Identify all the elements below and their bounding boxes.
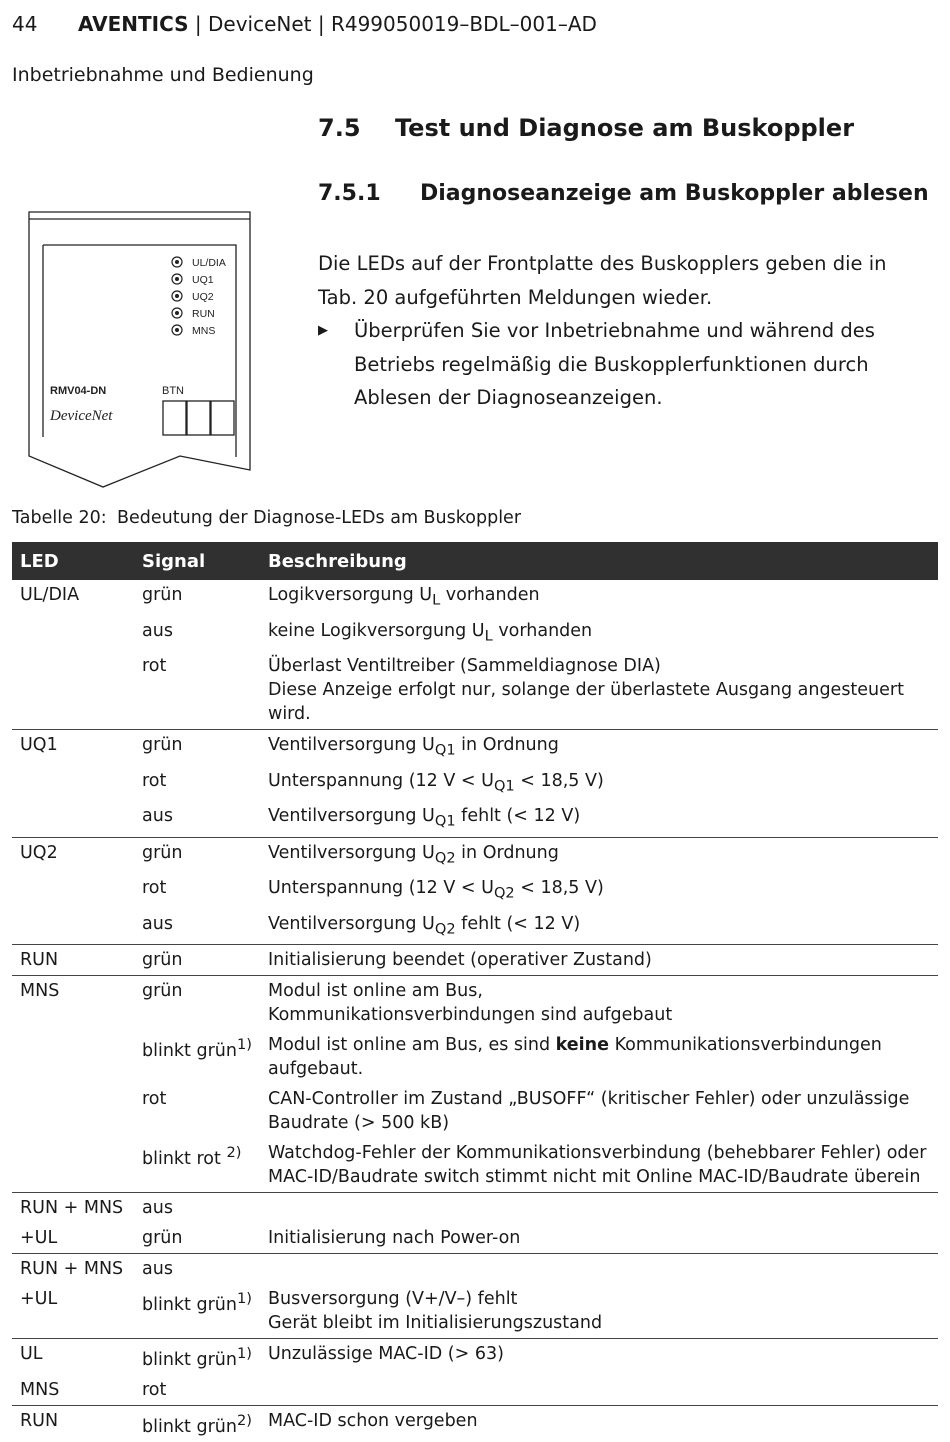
cell-signal: aus: [142, 806, 173, 826]
brand-name: AVENTICS: [78, 12, 189, 36]
cell-signal: aus: [142, 913, 173, 934]
table-row: [12, 1223, 938, 1254]
cell-description: Unzulässige MAC-ID (> 63): [260, 1339, 938, 1375]
cell-description: Überlast Ventiltreiber (Sammeldiagnose DIA) Diese Anzeige erfolgt nur, solange der überlastete Ausgang angesteuert wird.: [268, 656, 904, 724]
led-label-uldia: UL/DIA: [192, 257, 226, 269]
cell-led: [12, 1030, 134, 1084]
cell-led: [12, 1138, 134, 1193]
cell-signal: blinkt grün$^{1)}$: [142, 1290, 252, 1315]
heading-text: Diagnoseanzeige am Buskoppler ablesen: [420, 181, 929, 206]
table-caption: [12, 508, 521, 528]
document-id: | DeviceNet | R499050019–BDL–001–AD: [188, 12, 597, 36]
cell-description: Busversorgung (V+/V–) fehlt Gerät bleibt im Initialisierungszustand: [268, 1289, 603, 1333]
footnote-ref: 1): [236, 1036, 252, 1053]
led-label-run: RUN: [192, 308, 215, 320]
cell-signal: grün: [134, 837, 260, 873]
table-row: [12, 976, 938, 1031]
cell-led: [12, 616, 134, 652]
table-header-row: [12, 542, 938, 580]
cell-led: MNS: [12, 976, 134, 1031]
cell-signal: rot: [142, 656, 167, 676]
cell-signal: grün: [134, 945, 260, 976]
cell-description: Logikversorgung $U_L$ vorhanden: [268, 585, 540, 609]
table-row: [12, 616, 938, 652]
caption-text: Bedeutung der Diagnose-LEDs am Buskoppler: [117, 508, 522, 528]
led-run-icon: [172, 308, 182, 318]
led-label-uq2: UQ2: [192, 291, 214, 303]
cell-description: keine Logikversorgung $U_L$ vorhanden: [268, 620, 593, 644]
cell-led: MNS: [20, 1379, 60, 1400]
led-mns-icon: [172, 325, 182, 335]
cell-description: [260, 1193, 938, 1224]
led-indicators: [172, 257, 182, 335]
bullet-arrow-icon: ▶: [318, 323, 328, 338]
cell-signal: blinkt grün$^{1)}$: [142, 1036, 252, 1061]
cell-led: [12, 651, 134, 730]
cell-led: [12, 909, 134, 945]
heading-7-5: [318, 114, 854, 142]
cell-description: MAC-ID schon vergeben: [260, 1405, 938, 1441]
table-row: [12, 1084, 938, 1138]
table-row: [12, 1030, 938, 1084]
footnote-ref: 2): [226, 1144, 242, 1161]
diagnosis-led-table: [12, 542, 938, 1442]
cell-signal: blinkt grün$^{2)}$: [134, 1405, 260, 1441]
button-label: BTN: [162, 385, 184, 397]
table-row: [12, 837, 938, 873]
table-row: [12, 1405, 938, 1441]
table-row: [12, 801, 938, 837]
cell-signal: aus: [134, 1193, 260, 1224]
cell-description: [260, 1254, 938, 1285]
heading-text: Test und Diagnose am Buskoppler: [395, 114, 855, 142]
cell-description: Initialisierung beendet (operativer Zustand): [260, 945, 938, 976]
devicenet-logo: DeviceNet: [50, 408, 113, 424]
cell-description: Ventilversorgung $U_{Q1}$ in Ordnung: [260, 730, 938, 766]
table-row: [12, 1284, 938, 1339]
cell-description: Modul ist online am Bus, Kommunikationsverbindungen sind aufgebaut: [260, 976, 938, 1031]
cell-signal: rot: [142, 770, 167, 791]
page-header: [12, 12, 597, 36]
header-signal: Signal: [134, 542, 260, 580]
led-label-uq1: UQ1: [192, 274, 214, 286]
table-row: [12, 873, 938, 909]
table-row: [12, 1254, 938, 1285]
cell-description: Ventilversorgung $U_{Q2}$ in Ordnung: [260, 837, 938, 873]
cell-signal: grün: [134, 976, 260, 1031]
footnote-ref: 2): [236, 1411, 252, 1429]
model-label: RMV04-DN: [50, 385, 107, 397]
page-number: 44: [12, 12, 38, 36]
cell-description: Initialisierung nach Power-on: [268, 1228, 521, 1248]
cell-signal: rot: [142, 1089, 167, 1109]
cell-description: Unterspannung (12 $V < U_{Q1} < 18,5$ V): [268, 770, 604, 794]
bullet-text: Überprüfen Sie vor Inbetriebnahme und während des Betriebs regelmäßig die Buskopplerfunktionen durch Ablesen der Diagnoseanzeigen.: [354, 319, 875, 409]
table-row: [12, 730, 938, 766]
cell-led: RUN: [12, 945, 134, 976]
cell-led: [12, 1084, 134, 1138]
cell-led: +UL: [20, 1289, 58, 1309]
heading-7-5-1: [318, 181, 929, 206]
cell-led: RUN + MNS: [12, 1254, 134, 1285]
led-uq1-icon: [172, 274, 182, 284]
cell-signal: blinkt rot $^{2)}$: [142, 1144, 242, 1169]
cell-description: Unterspannung (12 $V < U_{Q2} < 18,5$ V): [268, 878, 604, 902]
cell-description: Ventilversorgung $U_{Q1}$ fehlt (< 12 V): [268, 806, 581, 830]
cell-signal: grün: [134, 730, 260, 766]
cell-led: [12, 766, 134, 802]
table-row: [12, 1138, 938, 1193]
cell-description: Ventilversorgung $U_{Q2}$ fehlt (< 12 V): [268, 913, 581, 937]
cell-led: RUN + MNS: [12, 1193, 134, 1224]
cell-description: Watchdog-Fehler der Kommunikationsverbindung (behebbarer Fehler) oder MAC-ID/Baudrate switch stimmt nicht mit Online MAC-ID/Baudrate überein: [268, 1143, 927, 1187]
cell-signal: rot: [142, 1379, 167, 1400]
cell-signal: aus: [134, 1254, 260, 1285]
header-led: LED: [12, 542, 134, 580]
cell-signal: rot: [142, 878, 167, 898]
table-row: [12, 651, 938, 730]
table-row: [12, 945, 938, 976]
table-row: [12, 1339, 938, 1375]
cell-led: UQ2: [12, 837, 134, 873]
cell-led: +UL: [20, 1228, 58, 1248]
cell-led: UL/DIA: [20, 585, 80, 605]
table-row: [12, 580, 938, 616]
cell-led: UL: [12, 1339, 134, 1375]
table-row: [12, 1193, 938, 1224]
table-row: [12, 1375, 938, 1406]
led-uq2-icon: [172, 291, 182, 301]
caption-label: Tabelle 20:: [12, 508, 107, 528]
cell-description: Modul ist online am Bus, es sind keine Kommunikationsverbindungen aufgebaut.: [268, 1035, 882, 1079]
cell-signal: grün: [142, 1228, 183, 1248]
table-row: [12, 766, 938, 802]
cell-led: [12, 801, 134, 837]
cell-signal: grün: [142, 585, 183, 605]
bus-coupler-illustration: [20, 205, 260, 495]
intro-paragraph: Die LEDs auf der Frontplatte des Buskopplers geben die in Tab. 20 aufgeführten Meldungen wieder.: [318, 252, 887, 309]
heading-number: 7.5: [318, 114, 361, 142]
heading-number: 7.5.1: [318, 181, 381, 206]
cell-signal: aus: [142, 620, 173, 641]
footnote-ref: 1): [236, 1345, 252, 1362]
section-title: Inbetriebnahme und Bedienung: [12, 64, 314, 86]
footnote-ref: 1): [236, 1290, 252, 1307]
cell-description: [260, 1375, 938, 1406]
table-row: [12, 909, 938, 945]
cell-signal: blinkt grün$^{1)}$: [134, 1339, 260, 1375]
cell-description: CAN-Controller im Zustand „BUSOFF“ (kritischer Fehler) oder unzulässige Baudrate (> 500 kB): [268, 1089, 910, 1133]
cell-led: UQ1: [12, 730, 134, 766]
header-description: Beschreibung: [260, 542, 938, 580]
led-uldia-icon: [172, 257, 182, 267]
cell-led: [12, 873, 134, 909]
instruction-bullet: [318, 314, 918, 415]
led-label-mns: MNS: [192, 325, 216, 337]
cell-led: RUN: [12, 1405, 134, 1441]
